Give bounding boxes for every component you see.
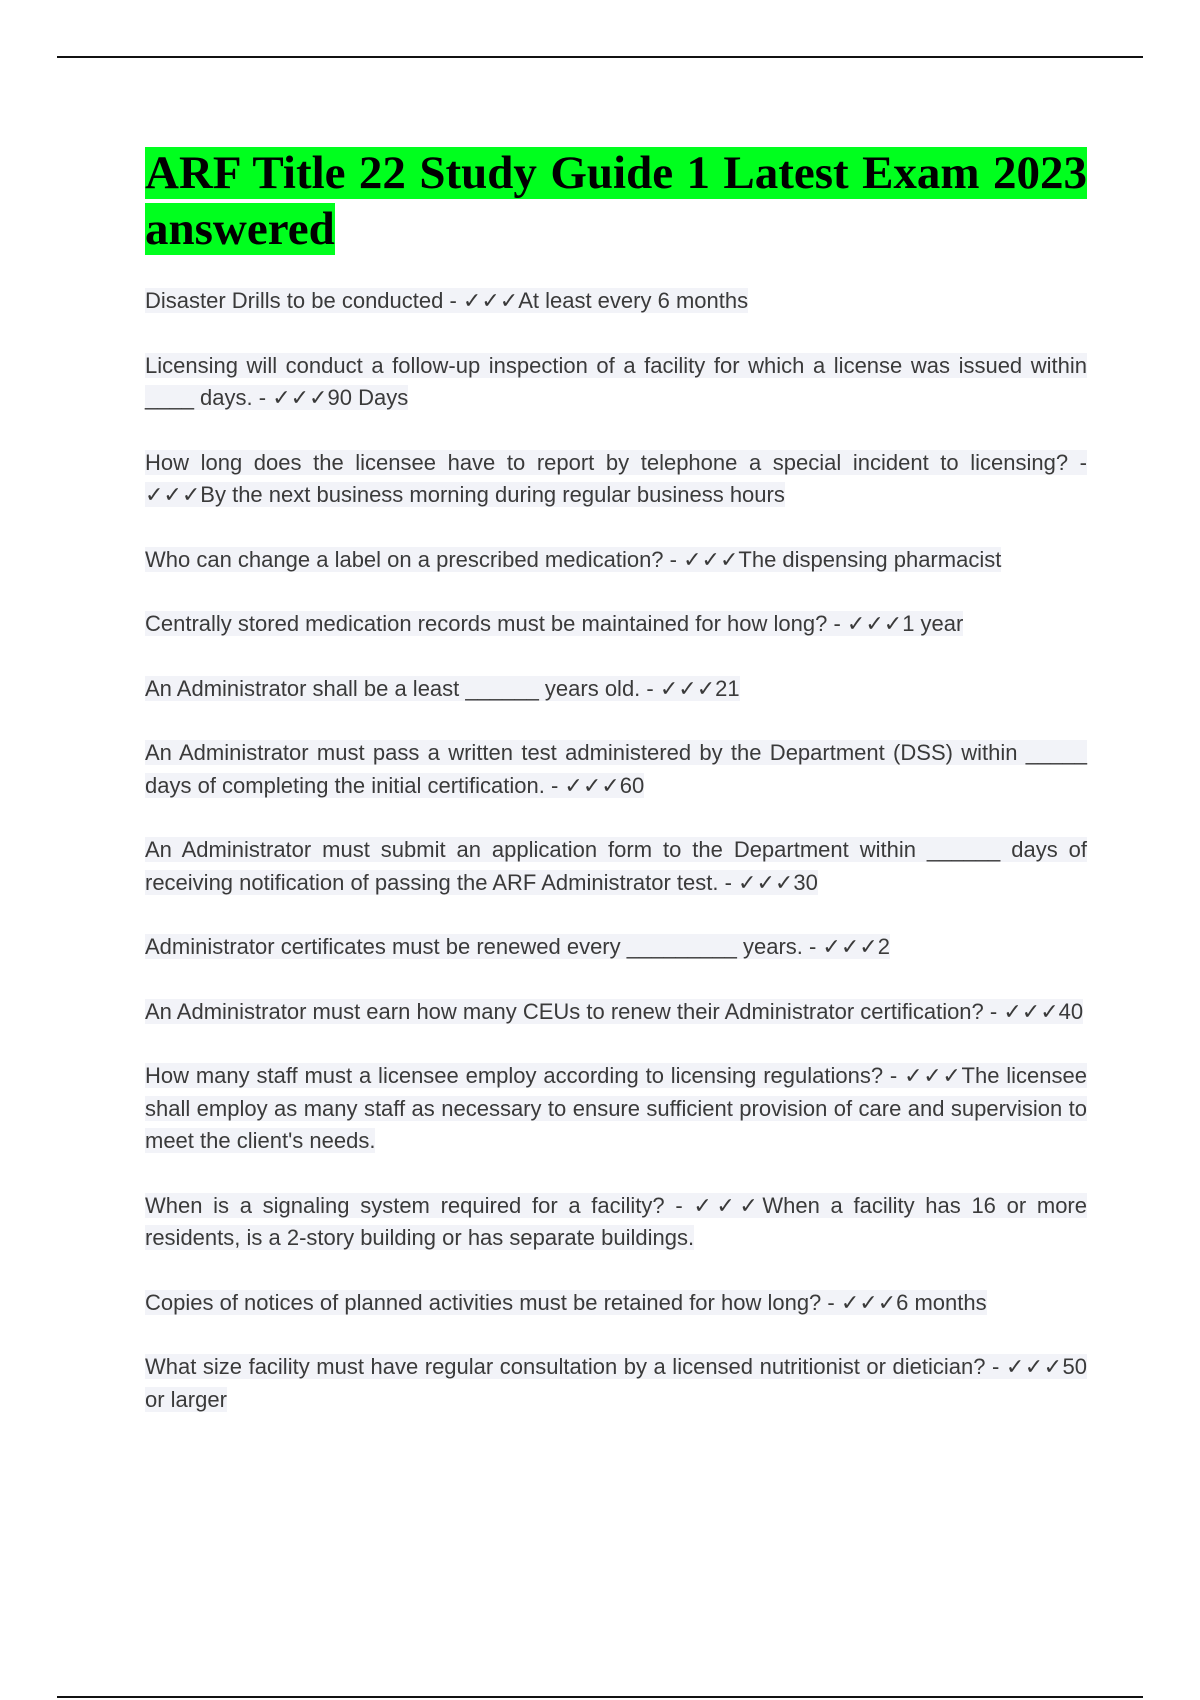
qa-item	[145, 447, 1087, 512]
qa-text: What size facility must have regular consultation by a licensed nutritionist or dietician? - ✓✓✓50 or larger	[145, 1354, 1087, 1412]
document-title	[145, 145, 1087, 257]
qa-text: Disaster Drills to be conducted - ✓✓✓At least every 6 months	[145, 288, 749, 313]
qa-text: How long does the licensee have to report by telephone a special incident to licensing? - ✓✓✓By the next business morning during regular business hours	[145, 449, 1087, 507]
qa-item	[145, 996, 1087, 1029]
qa-item	[145, 544, 1087, 577]
qa-text: Centrally stored medication records must be maintained for how long? - ✓✓✓1 year	[145, 611, 964, 636]
qa-text: Administrator certificates must be renewed every _________ years. - ✓✓✓2	[145, 934, 890, 959]
qa-item	[145, 737, 1087, 802]
qa-text: How many staff must a licensee employ according to licensing regulations? - ✓✓✓The licensee shall employ as many staff as necessary to ensure sufficient provision of care and supervision to meet the client's needs.	[145, 1063, 1087, 1153]
qa-item	[145, 1287, 1087, 1320]
qa-item	[145, 834, 1087, 899]
qa-text: An Administrator must pass a written test administered by the Department (DSS) within _____ days of completing the initial certification. - ✓✓✓60	[145, 740, 1087, 798]
qa-item	[145, 350, 1087, 415]
qa-text: Licensing will conduct a follow-up inspection of a facility for which a license was issued within ____ days. - ✓✓✓90 Days	[145, 352, 1087, 410]
qa-text: An Administrator must earn how many CEUs to renew their Administrator certification? - ✓✓✓40	[145, 998, 1084, 1024]
title-text: ARF Title 22 Study Guide 1 Latest Exam 2023 answered	[145, 147, 1087, 255]
qa-text: An Administrator shall be a least ______ years old. - ✓✓✓21	[145, 675, 740, 701]
header-rule	[57, 56, 1143, 58]
qa-item	[145, 1190, 1087, 1255]
qa-item	[145, 1060, 1087, 1158]
qa-item	[145, 608, 1087, 641]
qa-text: An Administrator must submit an application form to the Department within ______ days of receiving notification of passing the ARF Administrator test. - ✓✓✓30	[145, 837, 1087, 895]
qa-text: When is a signaling system required for a facility? - ✓✓✓When a facility has 16 or more residents, is a 2-story building or has separate buildings.	[145, 1192, 1087, 1250]
qa-item	[145, 285, 1087, 318]
qa-text: Copies of notices of planned activities must be retained for how long? - ✓✓✓6 months	[145, 1289, 987, 1315]
qa-item	[145, 1351, 1087, 1416]
qa-item	[145, 673, 1087, 706]
qa-item	[145, 931, 1087, 964]
qa-text: Who can change a label on a prescribed medication? - ✓✓✓The dispensing pharmacist	[145, 546, 1002, 572]
footer-rule	[57, 1696, 1143, 1698]
document-body	[145, 145, 1087, 1448]
